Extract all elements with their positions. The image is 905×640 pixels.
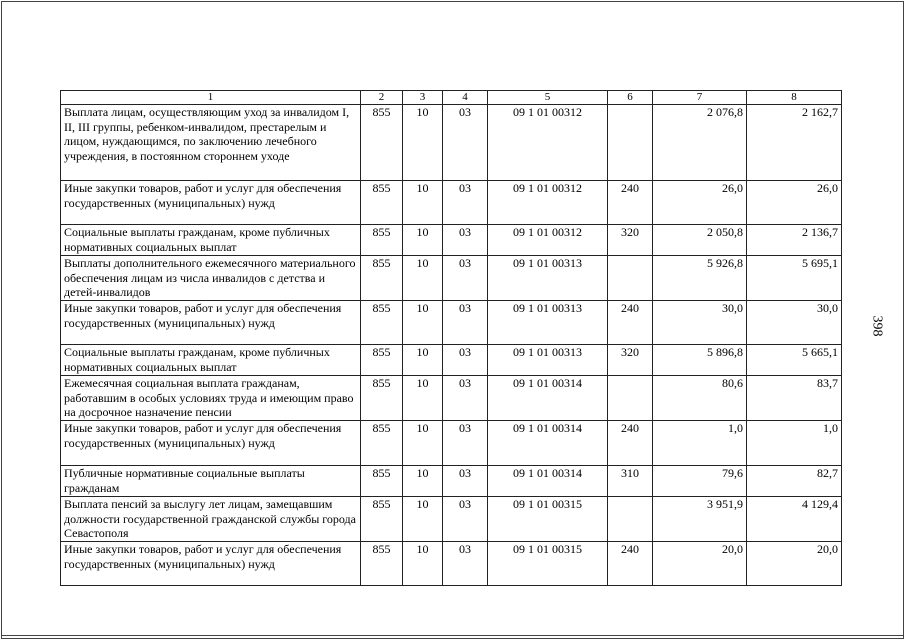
cell-col2: 855 [361, 181, 403, 225]
cell-col7: 5 896,8 [653, 345, 747, 376]
cell-col8: 82,7 [747, 466, 842, 497]
cell-col5: 09 1 01 00314 [488, 466, 608, 497]
cell-col4: 03 [443, 256, 488, 301]
table-row [61, 181, 842, 225]
cell-col4: 03 [443, 376, 488, 421]
table-row [61, 376, 842, 421]
cell-col2: 855 [361, 225, 403, 256]
cell-col7: 79,6 [653, 466, 747, 497]
cell-col6: 320 [608, 345, 653, 376]
table-row [61, 256, 842, 301]
cell-col4: 03 [443, 421, 488, 466]
cell-col8: 30,0 [747, 301, 842, 345]
cell-col5: 09 1 01 00313 [488, 301, 608, 345]
cell-col4: 03 [443, 345, 488, 376]
table-row [61, 497, 842, 542]
cell-col7: 2 076,8 [653, 105, 747, 181]
cell-col4: 03 [443, 497, 488, 542]
page-number: 398 [869, 315, 885, 337]
cell-col6 [608, 376, 653, 421]
cell-col5: 09 1 01 00315 [488, 542, 608, 586]
cell-name: Иные закупки товаров, работ и услуг для обеспечения государственных (муниципальных) нужд [61, 301, 361, 345]
cell-name: Иные закупки товаров, работ и услуг для обеспечения государственных (муниципальных) нужд [61, 421, 361, 466]
cell-col7: 26,0 [653, 181, 747, 225]
cell-col6 [608, 256, 653, 301]
cell-col8: 5 695,1 [747, 256, 842, 301]
cell-col8: 2 162,7 [747, 105, 842, 181]
cell-col6: 310 [608, 466, 653, 497]
table-body [61, 105, 842, 586]
cell-col3: 10 [403, 421, 443, 466]
table-row [61, 421, 842, 466]
table-row [61, 105, 842, 181]
cell-col2: 855 [361, 256, 403, 301]
header-cell-6: 6 [608, 91, 653, 105]
cell-col5: 09 1 01 00312 [488, 225, 608, 256]
header-row [61, 91, 842, 105]
cell-col7: 20,0 [653, 542, 747, 586]
cell-col6: 240 [608, 542, 653, 586]
cell-col3: 10 [403, 542, 443, 586]
cell-col4: 03 [443, 301, 488, 345]
header-cell-1: 1 [61, 91, 361, 105]
cell-col5: 09 1 01 00313 [488, 256, 608, 301]
cell-col2: 855 [361, 345, 403, 376]
cell-col8: 20,0 [747, 542, 842, 586]
cell-col6: 240 [608, 301, 653, 345]
cell-col7: 30,0 [653, 301, 747, 345]
cell-name: Социальные выплаты гражданам, кроме публичных нормативных социальных выплат [61, 345, 361, 376]
cell-name: Выплаты дополнительного ежемесячного материального обеспечения лицам из числа инвалидов с детства и детей-инвалидов [61, 256, 361, 301]
cell-col3: 10 [403, 497, 443, 542]
cell-col5: 09 1 01 00315 [488, 497, 608, 542]
cell-name: Ежемесячная социальная выплата гражданам, работавшим в особых условиях труда и имеющим право на досрочное назначение пенсии [61, 376, 361, 421]
cell-col6 [608, 497, 653, 542]
table-row [61, 345, 842, 376]
cell-col3: 10 [403, 105, 443, 181]
cell-col5: 09 1 01 00314 [488, 376, 608, 421]
cell-col7: 5 926,8 [653, 256, 747, 301]
budget-table [60, 90, 842, 586]
cell-col7: 1,0 [653, 421, 747, 466]
cell-col2: 855 [361, 376, 403, 421]
cell-col2: 855 [361, 301, 403, 345]
cell-col8: 4 129,4 [747, 497, 842, 542]
cell-col6: 240 [608, 181, 653, 225]
header-cell-3: 3 [403, 91, 443, 105]
cell-col8: 5 665,1 [747, 345, 842, 376]
cell-name: Публичные нормативные социальные выплаты гражданам [61, 466, 361, 497]
table-row [61, 301, 842, 345]
cell-col5: 09 1 01 00312 [488, 181, 608, 225]
cell-col8: 1,0 [747, 421, 842, 466]
cell-col8: 83,7 [747, 376, 842, 421]
cell-col5: 09 1 01 00314 [488, 421, 608, 466]
cell-col4: 03 [443, 105, 488, 181]
cell-col3: 10 [403, 376, 443, 421]
cell-col2: 855 [361, 421, 403, 466]
cell-col3: 10 [403, 466, 443, 497]
cell-name: Выплата лицам, осуществляющим уход за инвалидом I, II, III группы, ребенком-инвалидом, престарелым и лицом, нуждающимся, по заключению лечебного учреждения, в постоянном стороннем уходе [61, 105, 361, 181]
header-cell-2: 2 [361, 91, 403, 105]
cell-col3: 10 [403, 301, 443, 345]
cell-col8: 26,0 [747, 181, 842, 225]
cell-col2: 855 [361, 542, 403, 586]
cell-name: Иные закупки товаров, работ и услуг для обеспечения государственных (муниципальных) нужд [61, 542, 361, 586]
cell-col4: 03 [443, 542, 488, 586]
cell-col3: 10 [403, 225, 443, 256]
header-cell-4: 4 [443, 91, 488, 105]
cell-name: Выплата пенсий за выслугу лет лицам, замещавшим должности государственной гражданской службы города Севастополя [61, 497, 361, 542]
cell-col7: 80,6 [653, 376, 747, 421]
table-row [61, 466, 842, 497]
cell-col3: 10 [403, 256, 443, 301]
header-cell-8: 8 [747, 91, 842, 105]
cell-col6: 240 [608, 421, 653, 466]
header-cell-5: 5 [488, 91, 608, 105]
cell-name: Социальные выплаты гражданам, кроме публичных нормативных социальных выплат [61, 225, 361, 256]
cell-col2: 855 [361, 105, 403, 181]
cell-col5: 09 1 01 00313 [488, 345, 608, 376]
cell-col7: 3 951,9 [653, 497, 747, 542]
cell-col5: 09 1 01 00312 [488, 105, 608, 181]
cell-col3: 10 [403, 345, 443, 376]
cell-col8: 2 136,7 [747, 225, 842, 256]
cell-col4: 03 [443, 225, 488, 256]
table-row [61, 542, 842, 586]
table-row [61, 225, 842, 256]
cell-col6: 320 [608, 225, 653, 256]
cell-col4: 03 [443, 466, 488, 497]
header-cell-7: 7 [653, 91, 747, 105]
cell-col3: 10 [403, 181, 443, 225]
cell-name: Иные закупки товаров, работ и услуг для обеспечения государственных (муниципальных) нужд [61, 181, 361, 225]
cell-col6 [608, 105, 653, 181]
cell-col2: 855 [361, 466, 403, 497]
cell-col2: 855 [361, 497, 403, 542]
cell-col4: 03 [443, 181, 488, 225]
cell-col7: 2 050,8 [653, 225, 747, 256]
